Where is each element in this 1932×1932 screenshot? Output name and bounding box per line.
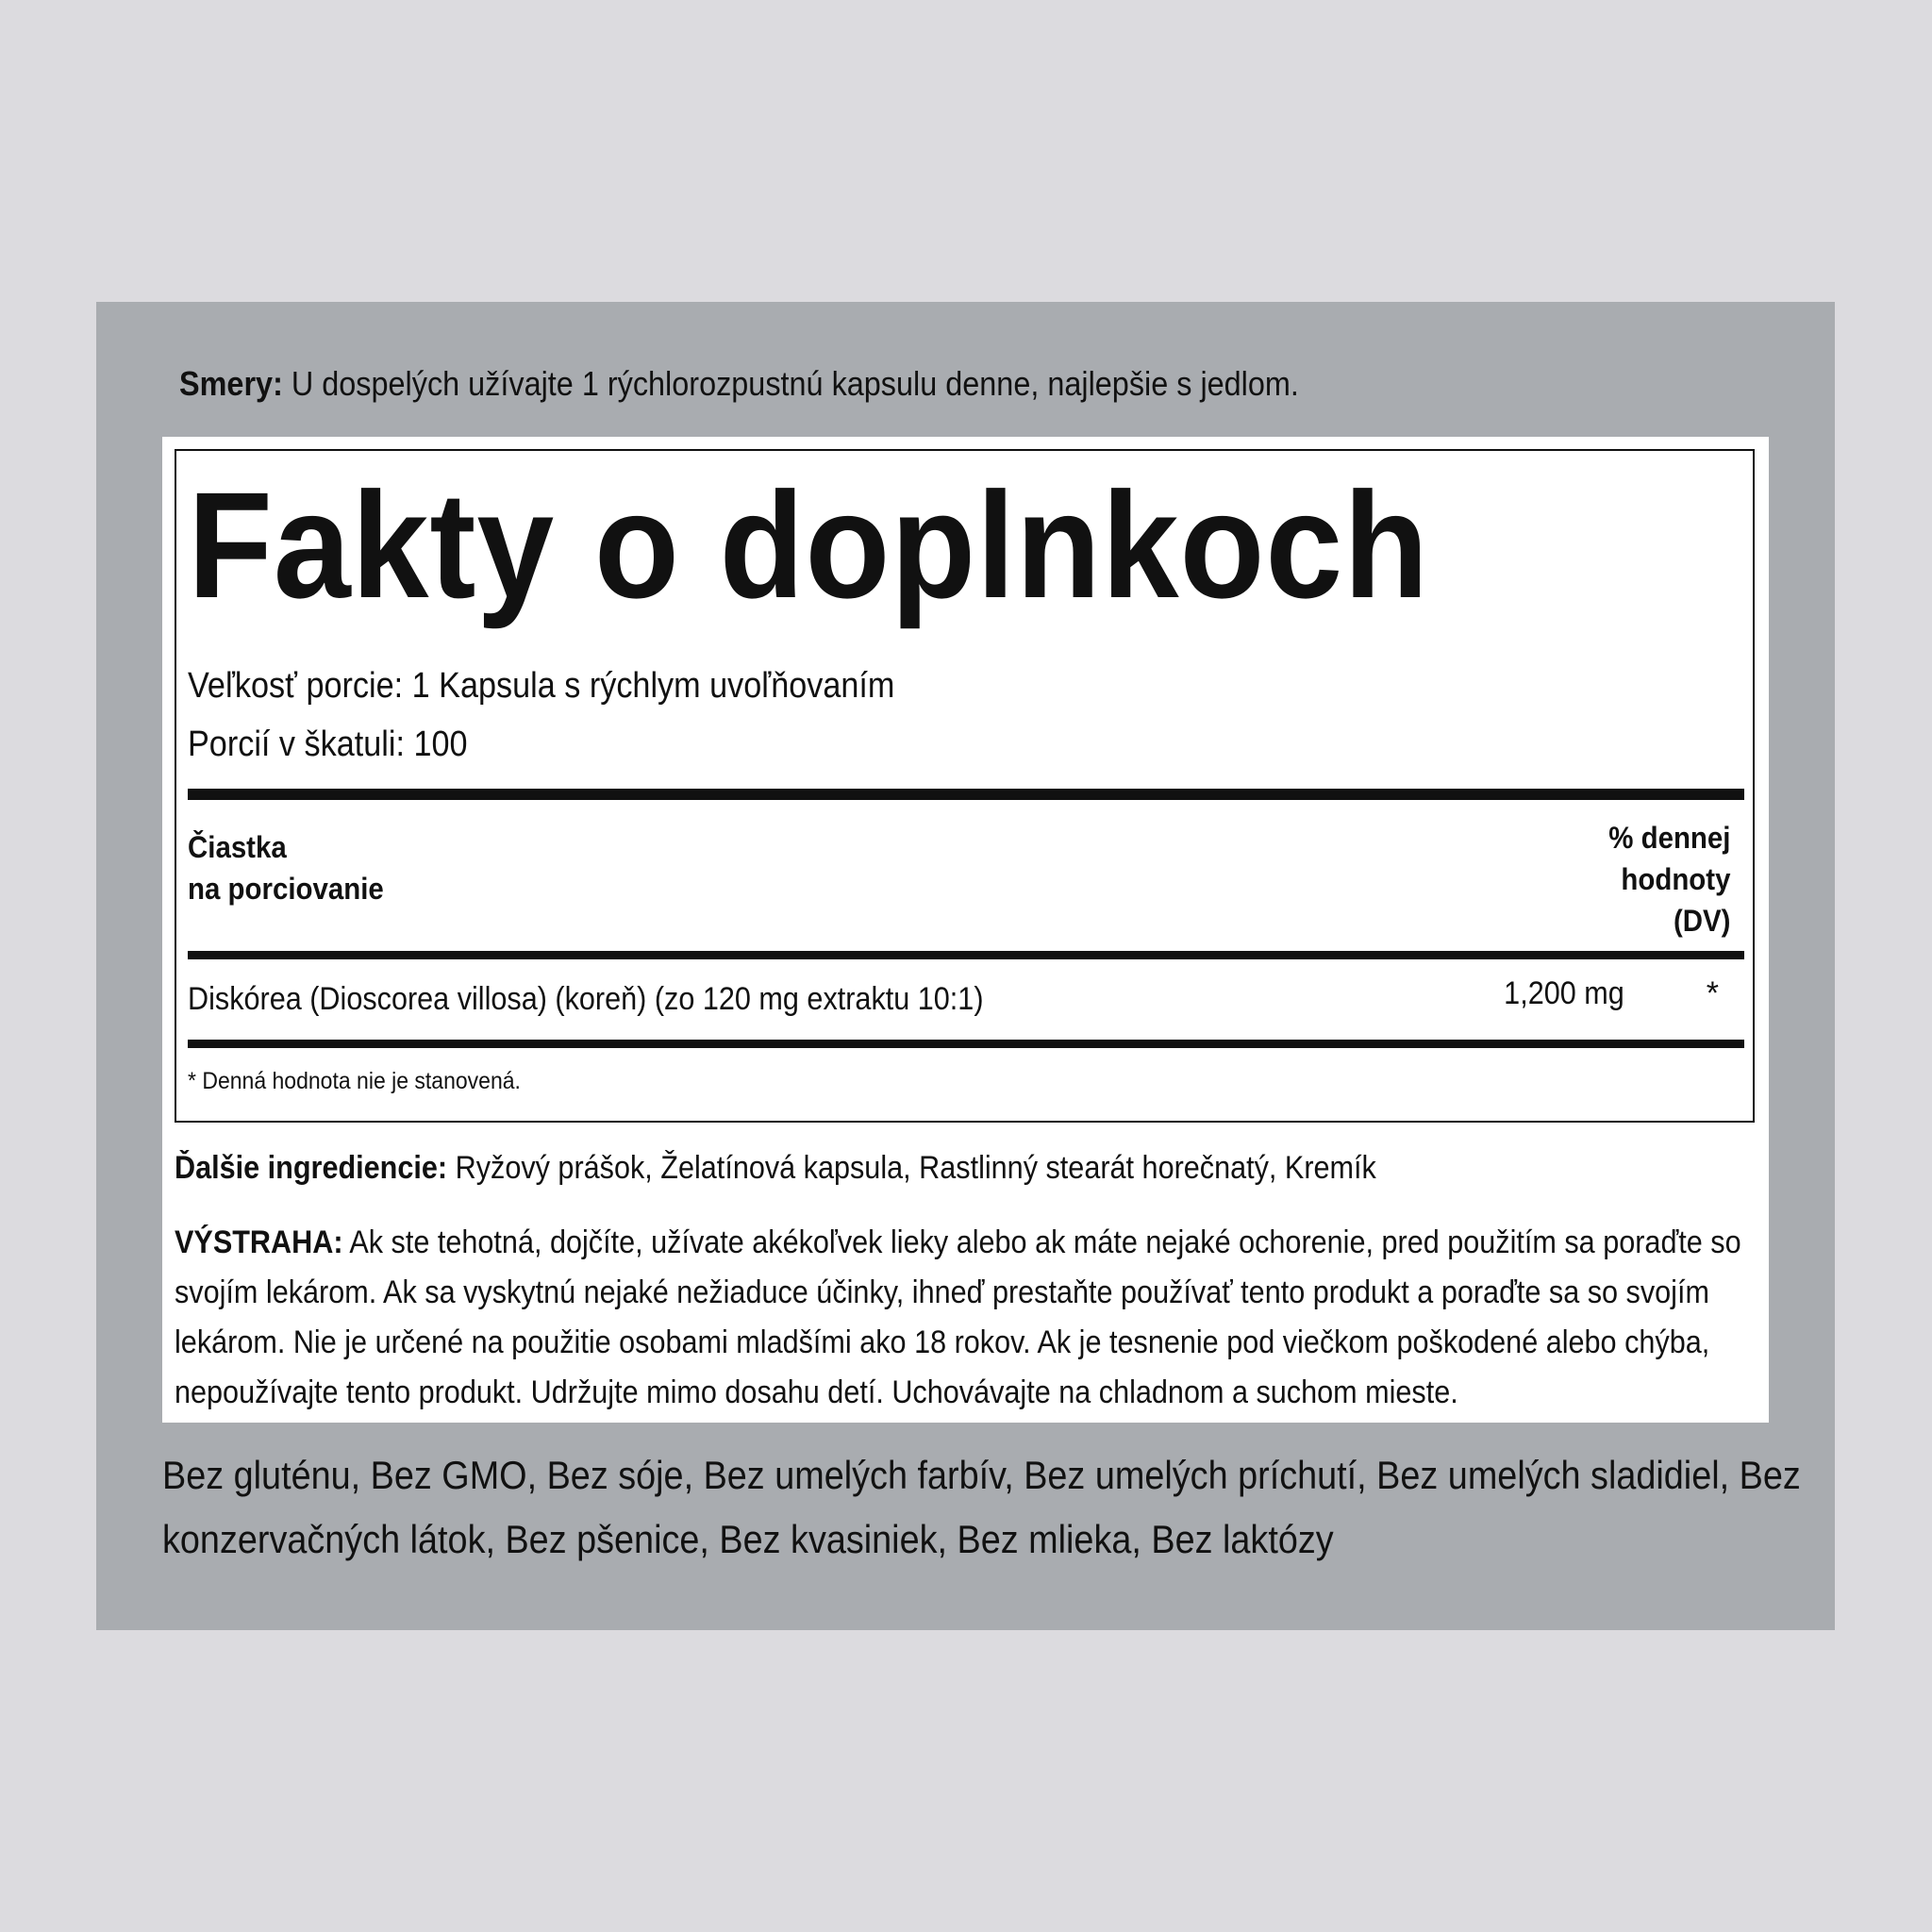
divider-medium	[188, 1040, 1744, 1048]
supplement-facts-box	[175, 449, 1755, 1123]
directions	[179, 364, 1299, 404]
header-dv-line1: % dennej	[1607, 821, 1730, 855]
warning-label: VÝSTRAHA:	[175, 1224, 343, 1260]
other-ingredients-label: Ďalšie ingrediencie:	[175, 1150, 448, 1186]
other-ingredients-text: Ryžový prášok, Želatínová kapsula, Rastlinný stearát horečnatý, Kremík	[455, 1150, 1376, 1186]
footnote: * Denná hodnota nie je stanovená.	[188, 1068, 521, 1094]
serving-size: Veľkosť porcie: 1 Kapsula s rýchlym uvoľňovaním	[188, 666, 895, 706]
header-daily-value	[1608, 817, 1730, 941]
directions-label: Smery:	[179, 364, 283, 403]
servings-per-container: Porcií v škatuli: 100	[188, 724, 468, 764]
ingredient-name: Diskórea (Dioscorea villosa) (koreň) (zo 120 mg extraktu 10:1)	[188, 981, 984, 1017]
directions-text: U dospelých užívajte 1 rýchlorozpustnú kapsulu denne, najlepšie s jedlom.	[291, 364, 1299, 403]
header-amount-line1: Čiastka	[188, 830, 287, 864]
header-amount-line2: na porciovanie	[188, 872, 384, 906]
warning-text: Ak ste tehotná, dojčíte, užívate akékoľvek lieky alebo ak máte nejaké ochorenie, pred použitím sa poraďte so svojím lekárom. Ak sa vyskytnú nejaké nežiaduce účinky, ihneď prestaňte používať tento produkt a poraďte sa so svojím lekárom. Nie je určené na použitie osobami mladšími ako 18 rokov. Ak je tesnenie pod viečkom poškodené alebo chýba, nepoužívajte tento produkt. Udržujte mimo dosahu detí. Uchovávajte na chladnom a suchom mieste.	[175, 1224, 1741, 1410]
other-ingredients	[175, 1150, 1376, 1187]
warning	[175, 1218, 1771, 1418]
facts-title: Fakty o doplnkoch	[188, 460, 1430, 629]
divider-thick	[188, 789, 1744, 800]
header-dv-line2: hodnoty	[1620, 862, 1730, 896]
free-from-claims: Bez gluténu, Bez GMO, Bez sóje, Bez umelých farbív, Bez umelých príchutí, Bez umelých sladidiel, Bez konzervačných látok, Bez pšenice, Bez kvasiniek, Bez mlieka, Bez laktózy	[162, 1453, 1801, 1561]
divider-medium	[188, 951, 1744, 959]
ingredient-amount: 1,200 mg	[1504, 975, 1624, 1011]
label-card	[162, 437, 1769, 1423]
ingredient-dv: *	[1706, 975, 1719, 1011]
supplement-label-panel	[96, 302, 1835, 1630]
header-dv-line3: (DV)	[1673, 904, 1730, 938]
header-amount-per-serving	[188, 826, 384, 909]
